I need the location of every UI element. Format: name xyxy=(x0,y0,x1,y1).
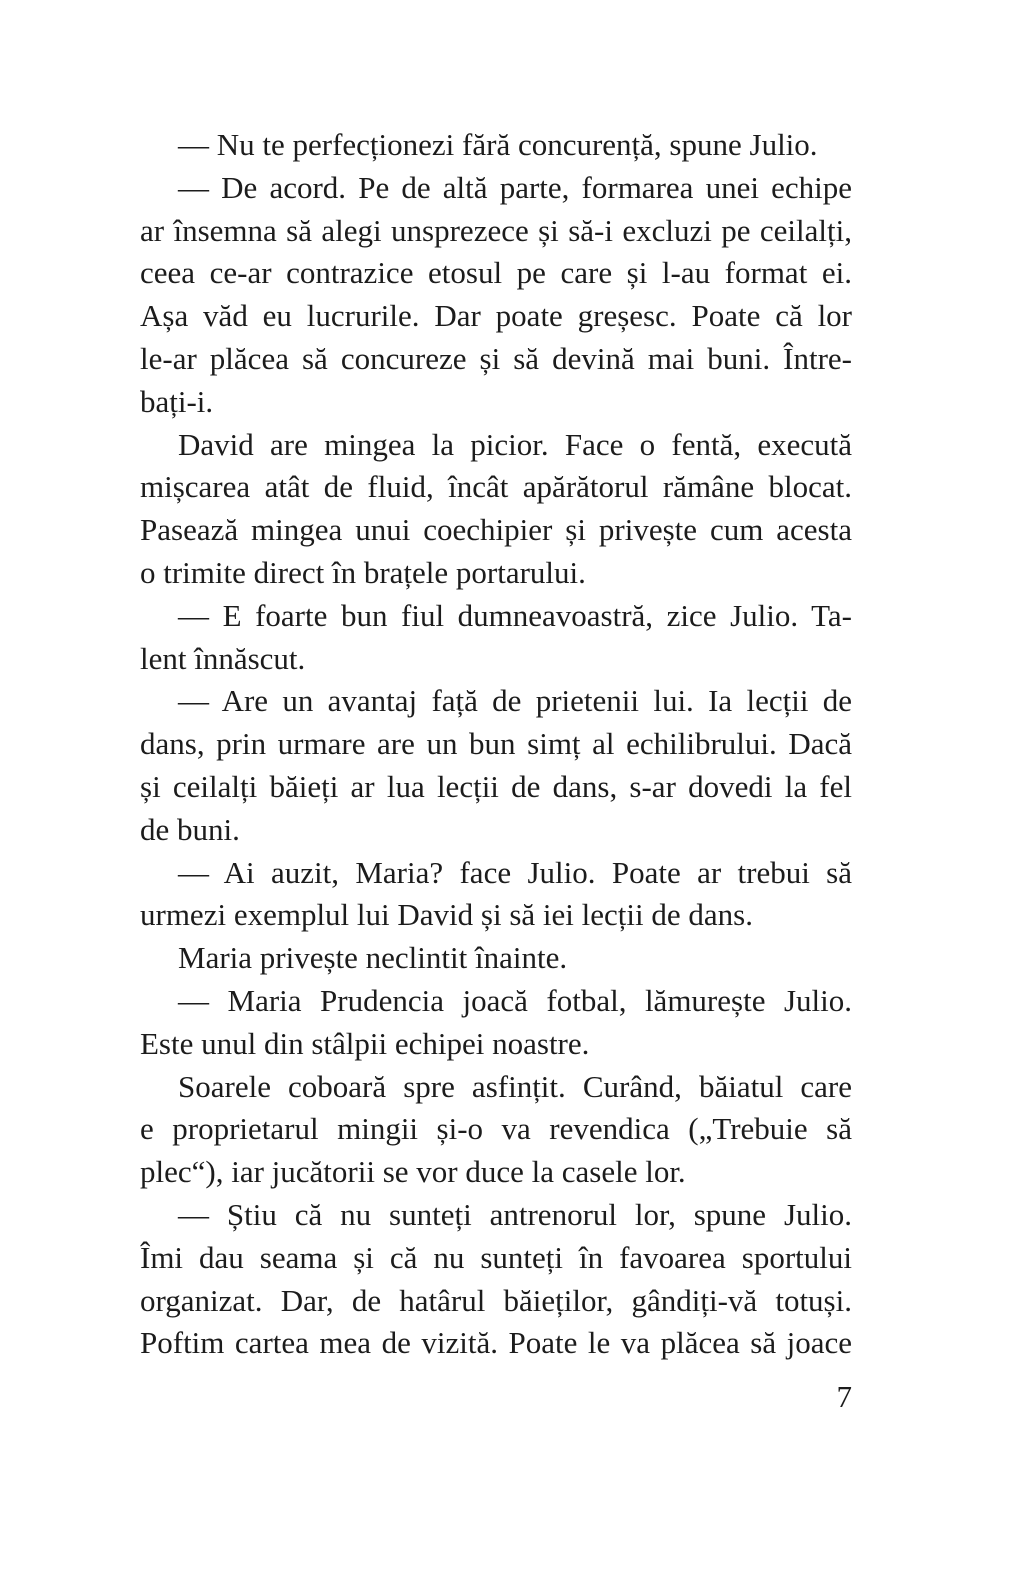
body-text-block xyxy=(140,124,852,1365)
text-line: Este unul din stâlpii echipei noastre. xyxy=(140,1025,590,1061)
text-line: Așa văd eu lucrurile. Dar poate greșesc. Poate că lor xyxy=(140,298,852,334)
text-line: e proprietarul mingii și-o va revendica („Trebuie să xyxy=(140,1111,852,1147)
text-line: de buni. xyxy=(140,811,240,847)
text-line: Pasează mingea unui coechipier și privește cum acesta xyxy=(140,512,852,548)
text-line: plec“), iar jucătorii se vor duce la casele lor. xyxy=(140,1154,686,1190)
text-line: ar însemna să alegi unsprezece și să-i excluzi pe ceilalți, xyxy=(140,212,852,248)
text-line: mișcarea atât de fluid, încât apărătorul rămâne blocat. xyxy=(140,469,852,505)
text-line: David are mingea la picior. Face o fentă, execută xyxy=(178,426,852,462)
text-line: dans, prin urmare are un bun simț al echilibrului. Dacă xyxy=(140,726,852,762)
text-line: — Nu te perfecționezi fără concurență, spune Julio. xyxy=(178,127,818,162)
text-line: Poftim cartea mea de vizită. Poate le va plăcea să joace xyxy=(140,1325,852,1361)
text-line: organizat. Dar, de hatârul băieților, gândiți-vă totuși. xyxy=(140,1282,852,1318)
text-line: — Ai auzit, Maria? face Julio. Poate ar trebui să xyxy=(178,854,852,890)
text-line: lent înnăscut. xyxy=(140,640,306,676)
text-line: — Știu că nu sunteți antrenorul lor, spune Julio. xyxy=(178,1196,852,1232)
text-line: și ceilalți băieți ar lua lecții de dans, s-ar dovedi la fel xyxy=(140,768,852,804)
text-line: Maria privește neclintit înainte. xyxy=(178,940,568,976)
text-line: — De acord. Pe de altă parte, formarea unei echipe xyxy=(178,169,852,205)
text-line: Îmi dau seama și că nu sunteți în favoarea sportului xyxy=(140,1239,852,1275)
page-number: 7 xyxy=(836,1379,852,1414)
text-line: le-ar plăcea să concureze și să devină mai buni. Între- xyxy=(140,340,852,376)
text-line: — Are un avantaj față de prietenii lui. Ia lecții de xyxy=(178,683,852,719)
text-line: Soarele coboară spre asfințit. Curând, băiatul care xyxy=(178,1068,852,1104)
text-line: bați-i. xyxy=(140,383,214,419)
text-line: ceea ce-ar contrazice etosul pe care și l-au format ei. xyxy=(140,255,852,291)
text-line: urmezi exemplul lui David și să iei lecții de dans. xyxy=(140,897,753,933)
text-line: — Maria Prudencia joacă fotbal, lămurește Julio. xyxy=(178,982,852,1018)
text-line: o trimite direct în brațele portarului. xyxy=(140,554,586,590)
text-line: — E foarte bun fiul dumneavoastră, zice Julio. Ta- xyxy=(178,597,852,633)
